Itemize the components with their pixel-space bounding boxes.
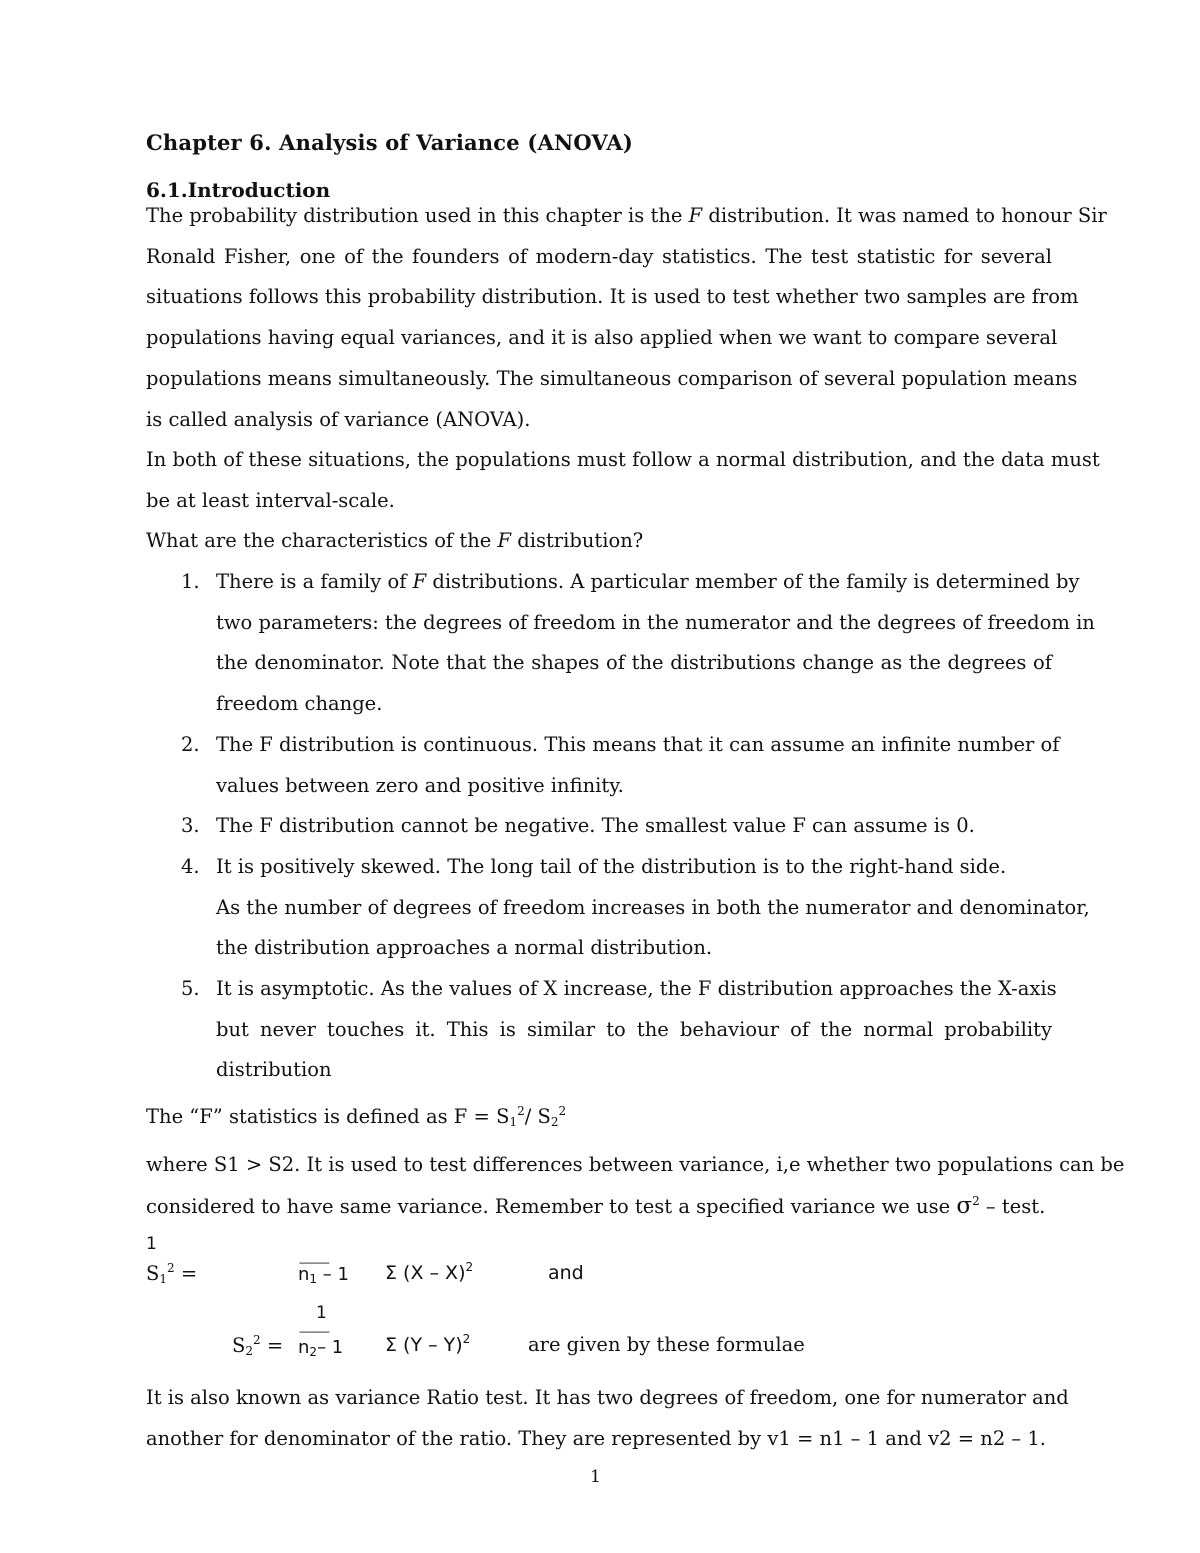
closing-paragraph: [146, 1378, 1069, 1459]
formula2-denominator: $n_2-$ 1: [298, 1337, 344, 1359]
intro-line-6: is called analysis of variance (ANOVA).: [146, 407, 531, 431]
formula2-lhs: $S_2^2$ =: [232, 1333, 284, 1358]
intro-line-1: The probability distribution used in this chapter is the F distribution. It was named to honour Sir: [146, 204, 1107, 227]
formula2-fraction-bar: -----------: [299, 1325, 329, 1338]
list-item: There is a family of F distributions. A particular member of the family is determined by two parameters: the degrees of freedom in the numerator and the degrees of freedom in the denominator. Note that the shapes of the distributions change as the degrees of freedom change.: [216, 570, 1095, 716]
formula1-sum: Σ (X – X)$^2$: [385, 1260, 474, 1284]
assumptions-paragraph: [146, 440, 1100, 521]
formula1-lhs: $S_1^2$ =: [146, 1261, 198, 1286]
list-number: 5.: [181, 977, 200, 1000]
intro-line-2: Ronald Fisher, one of the founders of modern-day statistics. The test statistic for several: [146, 244, 1052, 268]
closing-line-2: another for denominator of the ratio. They are represented by v1 = n1 – 1 and v2 = n2 – 1.: [146, 1426, 1046, 1450]
page-number: 1: [590, 1467, 601, 1487]
chapter-title: Chapter 6. Analysis of Variance (ANOVA): [146, 130, 633, 155]
characteristics-question: What are the characteristics of the F distribution?: [146, 529, 644, 552]
f-statistic-definition: The “F” statistics is defined as $F = S_1^2/$ $S_2^2$: [146, 1104, 567, 1129]
formula2-tail: are given by these formulae: [528, 1333, 805, 1356]
list-item: The F distribution is continuous. This means that it can assume an infinite number of values between zero and positive infinity.: [216, 733, 1060, 797]
intro-line-3: situations follows this probability distribution. It is used to test whether two samples are from: [146, 285, 1079, 309]
where-line-1: where S1 > S2. It is used to test differences between variance, i,e whether two populations can be: [146, 1153, 1125, 1176]
list-number: 2.: [181, 733, 200, 756]
where-line-2: considered to have same variance. Remember to test a specified variance we use $\sigma^2$ – test.: [146, 1192, 1046, 1219]
formula2-sum: Σ (Y – Y)$^2$: [385, 1332, 471, 1356]
closing-line-1: It is also known as variance Ratio test. It has two degrees of freedom, one for numerator and: [146, 1386, 1069, 1409]
list-item: It is positively skewed. The long tail of the distribution is to the right-hand side. As the number of degrees of freedom increases in both the numerator and denominator, the distribution approaches a normal distribution.: [216, 855, 1090, 960]
formula1-and: and: [548, 1262, 584, 1284]
intro-paragraph: [146, 196, 1107, 440]
para2-line-2: be at least interval-scale.: [146, 488, 395, 512]
list-number: 3.: [181, 814, 200, 837]
characteristics-list: [146, 562, 1095, 1082]
where-paragraph: [146, 1145, 1125, 1227]
intro-line-5: populations means simultaneously. The simultaneous comparison of several population means: [146, 366, 1078, 390]
list-item: The F distribution cannot be negative. The smallest value F can assume is 0.: [216, 814, 975, 837]
section-heading: 6.1.Introduction: [146, 178, 331, 202]
intro-line-4: populations having equal variances, and it is also applied when we want to compare several: [146, 326, 1058, 350]
formula1-fraction-bar: -----------: [299, 1256, 329, 1269]
list-number: 1.: [181, 570, 200, 593]
formula1-denominator: $n_1 - 1$: [298, 1264, 349, 1286]
formula2-numerator: 1: [316, 1303, 327, 1323]
list-number: 4.: [181, 855, 200, 878]
para2-line-1: In both of these situations, the populations must follow a normal distribution, and the data must: [146, 448, 1100, 471]
list-item: It is asymptotic. As the values of X increase, the F distribution approaches the X-axis but never touches it. This is similar to the behaviour of the normal probability distribution: [216, 977, 1057, 1082]
formula1-numerator: 1: [146, 1234, 157, 1254]
